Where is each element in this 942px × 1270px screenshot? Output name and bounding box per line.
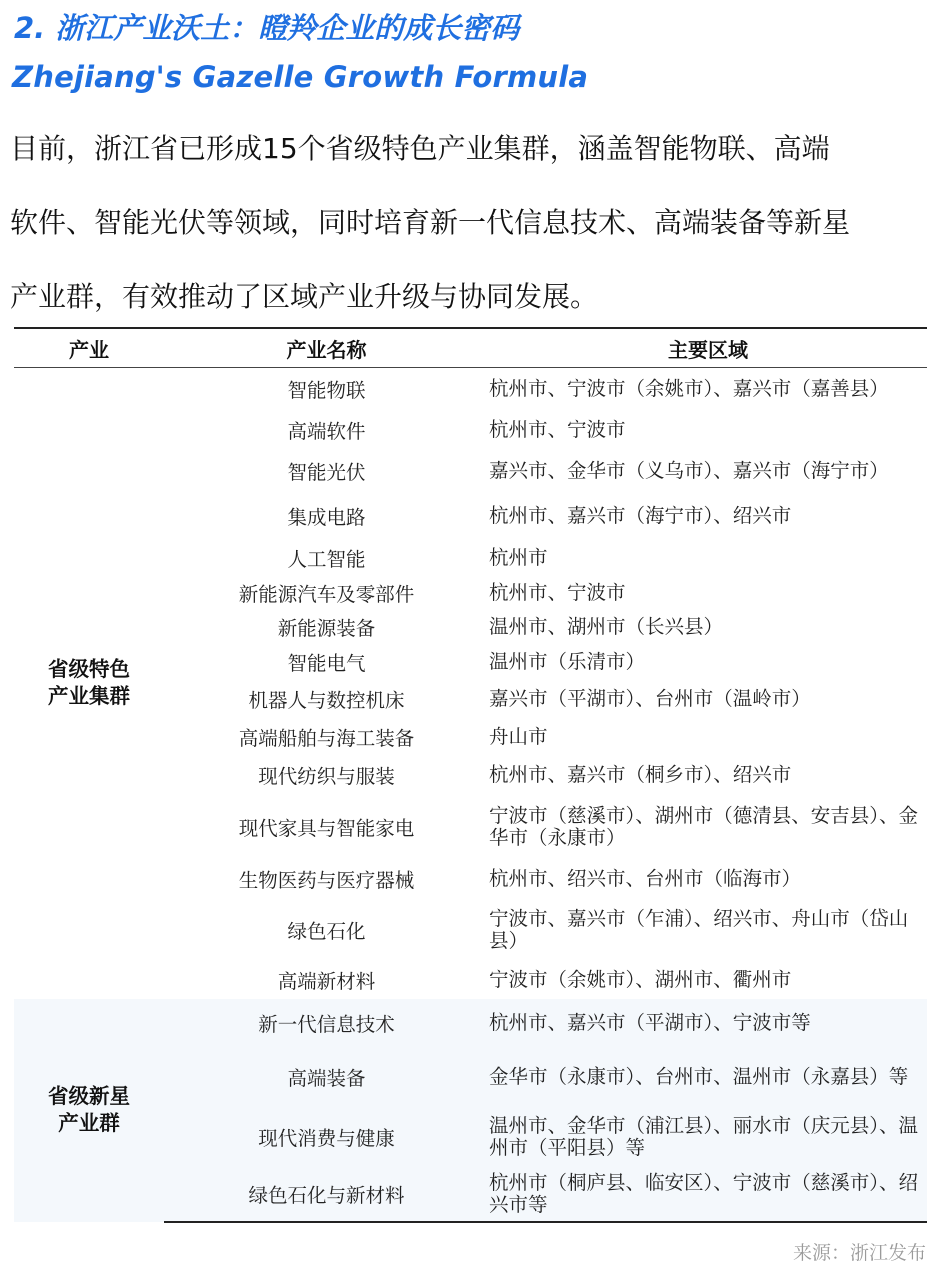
- region-cell: 宁波市、嘉兴市（乍浦）、绍兴市、舟山市（岱山县）: [489, 906, 909, 952]
- region-cell: 杭州市、嘉兴市（平湖市）、宁波市等: [489, 999, 927, 1047]
- category-label-line: 省级特色: [48, 657, 130, 682]
- industry-name-cell: 绿色石化: [287, 919, 366, 943]
- table-row: [14, 999, 927, 1047]
- region-cell: 温州市、金华市（浦江县）、丽水市（庆元县）、温州市（平阳县）等: [489, 1107, 927, 1167]
- industry-name-cell: 高端软件: [287, 420, 366, 443]
- industry-name-cell: 高端装备: [164, 1047, 489, 1107]
- region-cell: 舟山市: [489, 724, 548, 748]
- region-cell: 嘉兴市（平湖市）、台州市（温岭市）: [489, 686, 811, 710]
- intro-line: 目前，浙江省已形成15个省级特色产业集群，涵盖智能物联、高端: [10, 132, 830, 165]
- industry-name-cell: 智能电气: [287, 652, 366, 675]
- region-cell: 杭州市、绍兴市、台州市（临海市）: [489, 866, 802, 890]
- industry-name-cell: 集成电路: [287, 505, 366, 529]
- industry-name-cell: 生物医药与医疗器械: [238, 868, 415, 892]
- region-cell: 杭州市（桐庐县、临安区）、宁波市（慈溪市）、绍兴市等: [489, 1167, 927, 1222]
- industry-name-cell: 高端船舶与海工装备: [238, 726, 415, 750]
- intro-paragraph: [10, 112, 935, 334]
- region-cell: 杭州市、嘉兴市（海宁市）、绍兴市: [489, 503, 792, 527]
- header-main-region: 主要区域: [489, 328, 927, 368]
- category-label-line: 产业集群: [48, 684, 130, 709]
- industry-cluster-table: [14, 327, 927, 1223]
- industry-name-cell: 智能物联: [287, 378, 366, 402]
- region-cell: 嘉兴市、金华市（义乌市）、嘉兴市（海宁市）: [489, 459, 889, 482]
- industry-name-cell: 新能源汽车及零部件: [238, 582, 415, 606]
- header-industry-name: 产业名称: [164, 328, 489, 368]
- group-provincial-featured-clusters: [14, 368, 927, 999]
- region-cell: 金华市（永康市）、台州市、温州市（永嘉县）等: [489, 1047, 927, 1107]
- category-label-line: 省级新星: [48, 1084, 130, 1108]
- intro-line: 软件、智能光伏等领域，同时培育新一代信息技术、高端装备等新星: [10, 206, 851, 239]
- group-provincial-rising-clusters: [14, 999, 927, 1222]
- category-cell: [14, 999, 164, 1222]
- industry-name-cell: 智能光伏: [287, 461, 366, 484]
- industry-name-cell: 新能源装备: [277, 617, 376, 640]
- industry-name-cell: 绿色石化与新材料: [164, 1167, 489, 1222]
- page-title: 2. 浙江产业沃土：瞪羚企业的成长密码: [14, 11, 520, 45]
- header-industry: 产业: [14, 328, 164, 368]
- region-cell: 宁波市（余姚市）、湖州市、衢州市: [489, 967, 792, 991]
- region-cell: 杭州市、宁波市（余姚市）、嘉兴市（嘉善县）: [489, 376, 889, 400]
- page-subtitle-english: Zhejiang's Gazelle Growth Formula: [12, 60, 589, 94]
- region-cell: 杭州市、嘉兴市（桐乡市）、绍兴市: [489, 763, 792, 786]
- table-row: [14, 368, 927, 410]
- region-cell: 杭州市、宁波市: [489, 418, 626, 441]
- industry-name-cell: 高端新材料: [277, 969, 376, 993]
- table-header-row: [14, 328, 927, 368]
- industry-name-cell: 现代家具与智能家电: [238, 816, 415, 840]
- category-label-line: 产业群: [58, 1111, 120, 1135]
- industry-name-cell: 机器人与数控机床: [248, 688, 405, 712]
- region-cell: 杭州市、宁波市: [489, 580, 626, 604]
- industry-name-cell: 现代消费与健康: [164, 1107, 489, 1167]
- intro-line: 产业群，有效推动了区域产业升级与协同发展。: [10, 280, 599, 313]
- category-cell: [14, 368, 164, 999]
- industry-name-cell: 现代纺织与服装: [258, 765, 395, 788]
- region-cell: 温州市（乐清市）: [489, 650, 646, 673]
- industry-name-cell: 人工智能: [287, 547, 366, 571]
- source-note: 来源：浙江发布: [792, 1242, 926, 1264]
- industry-name-cell: 新一代信息技术: [164, 999, 489, 1047]
- region-cell: 温州市、湖州市（长兴县）: [489, 615, 724, 638]
- region-cell: 杭州市: [489, 545, 548, 569]
- region-cell: 宁波市（慈溪市）、湖州市（德清县、安吉县）、金华市（永康市）: [489, 803, 919, 849]
